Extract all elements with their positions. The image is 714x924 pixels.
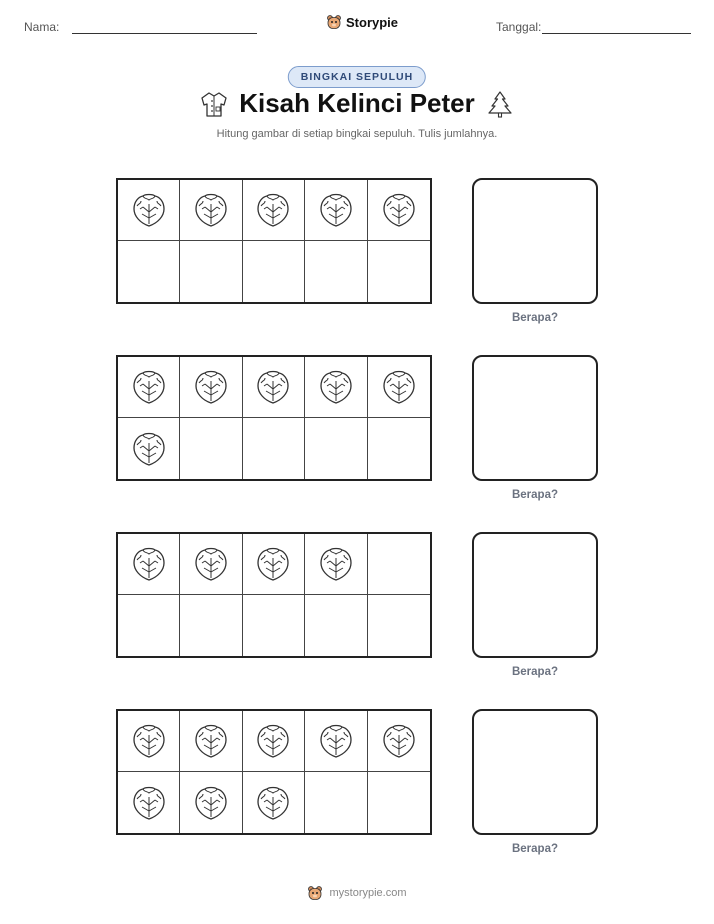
category-badge: BINGKAI SEPULUH [288,66,426,88]
frame-cell [368,772,430,833]
frame-cell [305,180,367,241]
brand-logo [326,14,398,30]
lettuce-icon [129,721,169,761]
answer-label: Berapa? [511,843,559,855]
date-line[interactable] [542,33,691,34]
frame-cell [243,772,305,833]
frame-cell [305,595,367,656]
footer [0,885,714,901]
ten-frame [116,178,432,304]
answer-label: Berapa? [511,489,559,501]
frame-cell [118,418,180,479]
frame-cell [118,772,180,833]
frame-cell [305,534,367,595]
frame-cell [118,711,180,772]
date-label: Tanggal: [496,20,542,34]
lettuce-icon [379,721,419,761]
frame-cell [368,711,430,772]
frame-cell [180,418,242,479]
frame-cell [305,357,367,418]
lettuce-icon [191,367,231,407]
lettuce-icon [253,544,293,584]
lettuce-icon [129,190,169,230]
ten-frame [116,709,432,835]
frame-cell [180,711,242,772]
answer-label: Berapa? [511,312,559,324]
lettuce-icon [253,190,293,230]
answer-box[interactable] [472,532,598,658]
frame-cell [243,357,305,418]
lettuce-icon [191,190,231,230]
lettuce-icon [253,783,293,823]
frame-cell [305,241,367,302]
ten-frame [116,355,432,481]
frame-cell [305,711,367,772]
frame-cell [305,418,367,479]
frame-cell [368,595,430,656]
lettuce-icon [379,367,419,407]
lettuce-icon [129,429,169,469]
answer-box[interactable] [472,709,598,835]
frame-cell [368,241,430,302]
frame-cell [180,180,242,241]
title-row [0,88,714,119]
frame-cell [368,418,430,479]
lettuce-icon [129,367,169,407]
frame-cell [305,772,367,833]
bear-icon [307,885,323,901]
lettuce-icon [191,544,231,584]
answer-box[interactable] [472,178,598,304]
frame-cell [368,534,430,595]
frame-cell [180,772,242,833]
frame-cell [243,534,305,595]
frame-cell [180,357,242,418]
name-line[interactable] [72,33,257,34]
frame-cell [118,357,180,418]
frame-cell [118,241,180,302]
frame-cell [243,595,305,656]
pine-tree-icon [485,89,515,119]
lettuce-icon [316,721,356,761]
answer-label: Berapa? [511,666,559,678]
frame-cell [118,180,180,241]
page-title: Kisah Kelinci Peter [239,88,475,118]
frame-cell [243,241,305,302]
frame-cell [180,534,242,595]
ten-frame [116,532,432,658]
lettuce-icon [129,544,169,584]
jacket-icon [199,89,229,119]
frame-cell [243,711,305,772]
frame-cell [118,595,180,656]
lettuce-icon [316,367,356,407]
lettuce-icon [191,783,231,823]
frame-cell [180,241,242,302]
frame-cell [118,534,180,595]
instructions: Hitung gambar di setiap bingkai sepuluh. Tulis jumlahnya. [216,128,498,140]
lettuce-icon [316,190,356,230]
lettuce-icon [253,367,293,407]
brand-name: Storypie [346,14,399,30]
lettuce-icon [253,721,293,761]
answer-box[interactable] [472,355,598,481]
lettuce-icon [191,721,231,761]
lettuce-icon [379,190,419,230]
bear-icon [326,14,342,30]
frame-cell [368,357,430,418]
frame-cell [243,418,305,479]
lettuce-icon [129,783,169,823]
frame-cell [180,595,242,656]
frame-cell [368,180,430,241]
footer-url: mystorypie.com [329,887,407,899]
name-label: Nama: [24,20,60,34]
lettuce-icon [316,544,356,584]
frame-cell [243,180,305,241]
